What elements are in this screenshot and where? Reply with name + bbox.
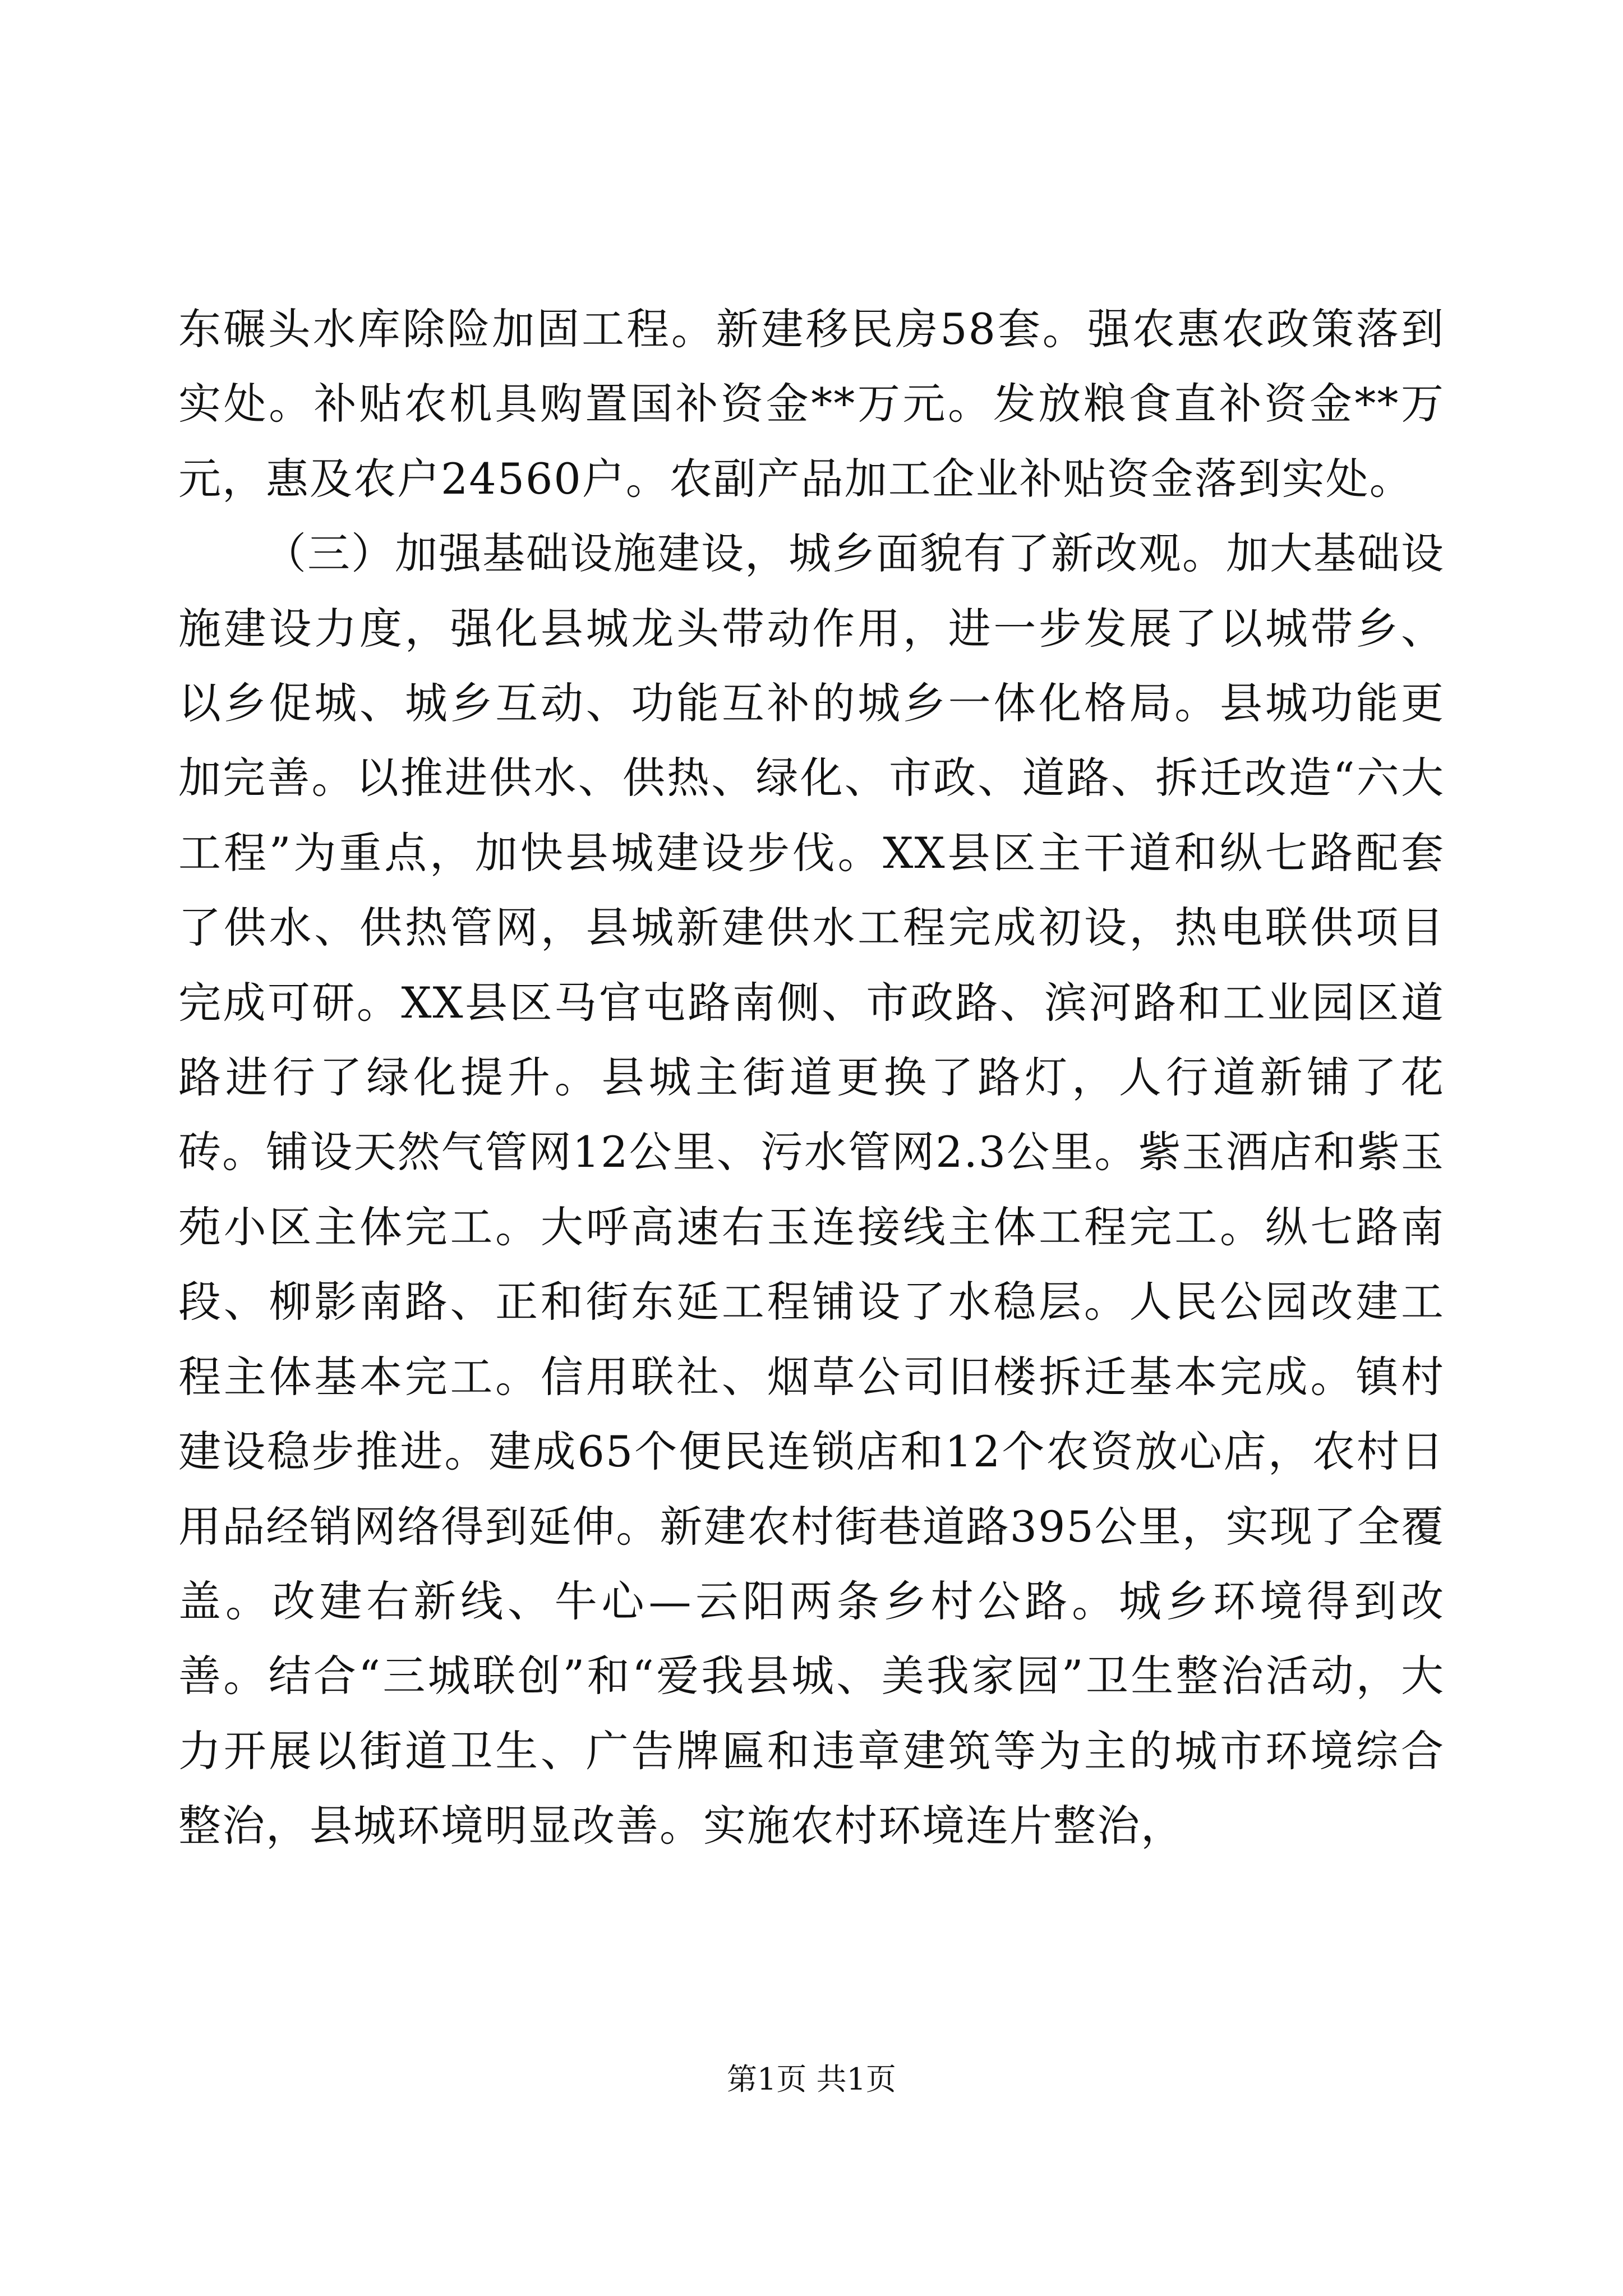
body-paragraph-1: 东碾头水库除险加固工程。新建移民房58套。强农惠农政策落到实处。补贴农机具购置国补资金**万元。发放粮食直补资金**万元，惠及农户24560户。农副产品加工企业补贴资金落到实处。: [178, 304, 1445, 504]
document-body: [178, 292, 1445, 1864]
page-footer: 第1页 共1页: [727, 2062, 896, 2097]
body-paragraph-2: （三）加强基础设施建设，城乡面貌有了新改观。加大基础设施建设力度，强化县城龙头带动作用，进一步发展了以城带乡、以乡促城、城乡互动、功能互补的城乡一体化格局。县城功能更加完善。以推进供水、供热、绿化、市政、道路、拆迁改造“六大工程”为重点，加快县城建设步伐。XX县区主干道和纵七路配套了供水、供热管网，县城新建供水工程完成初设，热电联供项目完成可研。XX县区马官屯路南侧、市政路、滨河路和工业园区道路进行了绿化提升。县城主街道更换了路灯，人行道新铺了花砖。铺设天然气管网12公里、污水管网2.3公里。紫玉酒店和紫玉苑小区主体完工。大呼高速右玉连接线主体工程完工。纵七路南段、柳影南路、正和街东延工程铺设了水稳层。人民公园改建工程主体基本完工。信用联社、烟草公司旧楼拆迁基本完成。镇村建设稳步推进。建成65个便民连锁店和12个农资放心店，农村日用品经销网络得到延伸。新建农村街巷道路395公里，实现了全覆盖。改建右新线、牛心—云阳两条乡村公路。城乡环境得到改善。结合“三城联创”和“爱我县城、美我家园”卫生整治活动，大力开展以街道卫生、广告牌匾和违章建筑等为主的城市环境综合整治，县城环境明显改善。实施农村环境连片整治，: [178, 528, 1445, 1851]
